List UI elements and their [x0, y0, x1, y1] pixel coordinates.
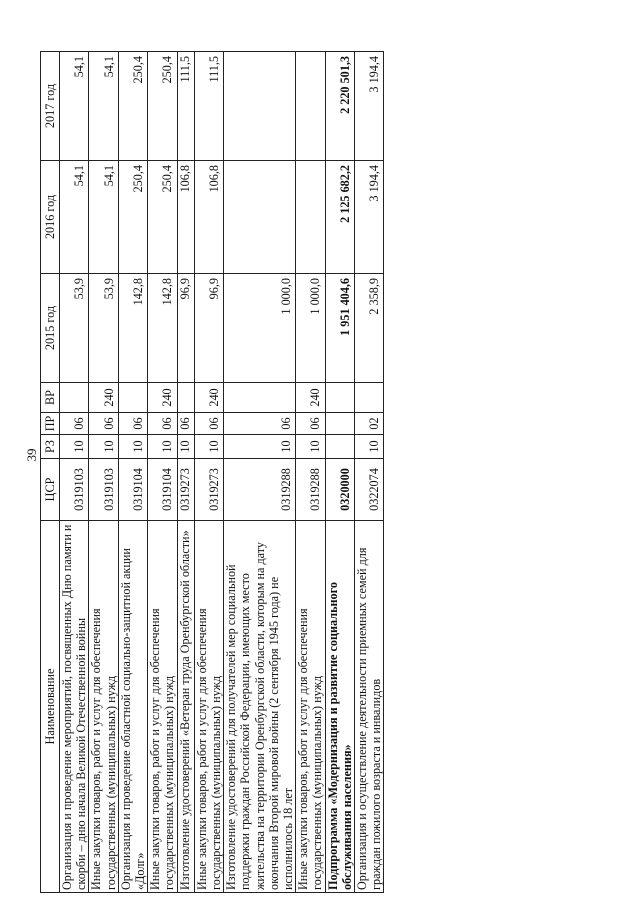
row-pr — [325, 413, 354, 435]
row-value-2015: 53,9 — [89, 274, 118, 383]
row-value-2015: 1 000,0 — [224, 274, 296, 383]
row-rz: 10 — [224, 435, 296, 459]
row-rz: 10 — [194, 435, 223, 459]
table-row — [325, 52, 354, 893]
row-value-2015: 142,8 — [118, 274, 147, 383]
row-rz: 10 — [89, 435, 118, 459]
row-value-2016 — [296, 161, 325, 274]
table-row — [296, 52, 325, 893]
row-value-2015: 53,9 — [60, 274, 89, 383]
row-name: Организация и осуществление деятельности приемных семей для граждан пожилого возраста и инвалидов — [355, 521, 384, 893]
row-value-2016: 2 125 682,2 — [325, 161, 354, 274]
table-row — [148, 52, 177, 893]
header-2017: 2017 год — [41, 52, 60, 161]
row-value-2015: 96,9 — [194, 274, 223, 383]
row-name: Иные закупки товаров, работ и услуг для обеспечения государственных (муниципальных) нужд — [89, 521, 118, 893]
row-rz: 10 — [118, 435, 147, 459]
table-row — [60, 52, 89, 893]
row-value-2017 — [296, 52, 325, 161]
table-row — [224, 52, 296, 893]
row-rz: 10 — [355, 435, 384, 459]
row-rz: 10 — [177, 435, 194, 459]
table-row — [118, 52, 147, 893]
row-value-2017: 3 194,4 — [355, 52, 384, 161]
row-pr: 06 — [118, 413, 147, 435]
row-value-2016: 106,8 — [177, 161, 194, 274]
table-row — [355, 52, 384, 893]
header-2015: 2015 год — [41, 274, 60, 383]
budget-table — [40, 51, 384, 893]
table-header-row — [41, 52, 60, 893]
row-csr: 0319288 — [296, 459, 325, 521]
row-value-2015: 2 358,9 — [355, 274, 384, 383]
row-name: Организация и проведение мероприятий, посвященных Дню памяти и скорби – дню начала Великой Отечественной войны — [60, 521, 89, 893]
row-pr: 02 — [355, 413, 384, 435]
page-number: 39 — [24, 448, 39, 462]
row-value-2016: 54,1 — [60, 161, 89, 274]
row-vr — [224, 383, 296, 413]
row-name: Иные закупки товаров, работ и услуг для обеспечения государственных (муниципальных) нужд — [296, 521, 325, 893]
row-value-2017: 250,4 — [148, 52, 177, 161]
row-csr: 0319104 — [118, 459, 147, 521]
row-value-2016: 106,8 — [194, 161, 223, 274]
row-vr — [355, 383, 384, 413]
header-vr: ВР — [41, 383, 60, 413]
header-2016: 2016 год — [41, 161, 60, 274]
row-vr — [325, 383, 354, 413]
row-pr: 06 — [177, 413, 194, 435]
table-body — [60, 52, 384, 893]
row-value-2017 — [224, 52, 296, 161]
row-vr: 240 — [194, 383, 223, 413]
row-value-2017: 54,1 — [60, 52, 89, 161]
row-vr: 240 — [148, 383, 177, 413]
row-value-2016: 54,1 — [89, 161, 118, 274]
row-pr: 06 — [194, 413, 223, 435]
row-value-2017: 54,1 — [89, 52, 118, 161]
row-vr: 240 — [296, 383, 325, 413]
header-csr: ЦСР — [41, 459, 60, 521]
row-rz: 10 — [60, 435, 89, 459]
row-rz: 10 — [296, 435, 325, 459]
row-csr: 0319103 — [60, 459, 89, 521]
row-value-2017: 2 220 501,3 — [325, 52, 354, 161]
row-value-2015: 1 000,0 — [296, 274, 325, 383]
table-row — [177, 52, 194, 893]
row-csr: 0319104 — [148, 459, 177, 521]
row-pr: 06 — [60, 413, 89, 435]
row-name: Изготовление удостоверений «Ветеран труда Оренбургской области» — [177, 521, 194, 893]
row-name: Изготовление удостоверений для получателей мер социальной поддержки граждан Российской Федерации, имеющих место жительства на территории Оренбургской области, которым на дату окончания Второй мировой войны (2 сентября 1945 года) не исполнилось 18 лет — [224, 521, 296, 893]
row-vr — [118, 383, 147, 413]
row-value-2016: 250,4 — [148, 161, 177, 274]
rotated-page — [22, 18, 622, 893]
header-rz: РЗ — [41, 435, 60, 459]
row-vr: 240 — [89, 383, 118, 413]
row-csr: 0322074 — [355, 459, 384, 521]
row-name: Иные закупки товаров, работ и услуг для обеспечения государственных (муниципальных) нужд — [194, 521, 223, 893]
row-pr: 06 — [296, 413, 325, 435]
row-csr: 0319288 — [224, 459, 296, 521]
header-name: Наименование — [41, 521, 60, 893]
row-csr: 0319273 — [177, 459, 194, 521]
row-csr: 0319273 — [194, 459, 223, 521]
row-value-2016: 3 194,4 — [355, 161, 384, 274]
row-csr: 0320000 — [325, 459, 354, 521]
row-name: Иные закупки товаров, работ и услуг для обеспечения государственных (муниципальных) нужд — [148, 521, 177, 893]
row-pr: 06 — [89, 413, 118, 435]
row-value-2016: 250,4 — [118, 161, 147, 274]
row-value-2017: 250,4 — [118, 52, 147, 161]
row-value-2015: 1 951 404,6 — [325, 274, 354, 383]
table-row — [194, 52, 223, 893]
header-pr: ПР — [41, 413, 60, 435]
row-value-2016 — [224, 161, 296, 274]
row-pr: 06 — [224, 413, 296, 435]
row-vr — [177, 383, 194, 413]
row-csr: 0319103 — [89, 459, 118, 521]
row-rz — [325, 435, 354, 459]
row-value-2015: 142,8 — [148, 274, 177, 383]
row-value-2017: 111,5 — [177, 52, 194, 161]
row-name: Подпрограмма «Модернизация и развитие социального обслуживания населения» — [325, 521, 354, 893]
row-pr: 06 — [148, 413, 177, 435]
row-name: Организация и проведение областной социально-защитной акции «Долг» — [118, 521, 147, 893]
row-value-2017: 111,5 — [194, 52, 223, 161]
row-rz: 10 — [148, 435, 177, 459]
row-vr — [60, 383, 89, 413]
row-value-2015: 96,9 — [177, 274, 194, 383]
table-row — [89, 52, 118, 893]
